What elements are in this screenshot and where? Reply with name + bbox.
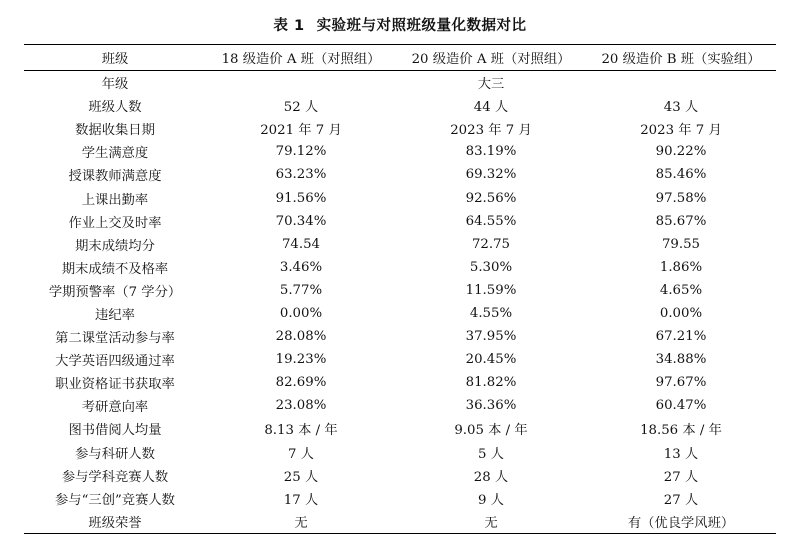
data-cell: 有（优良学风班） [627,515,735,531]
table-caption [0,14,800,35]
row-label: 数据收集日期 [75,123,155,139]
table-row [24,394,776,417]
data-cell: 27 人 [663,469,699,485]
data-cell: 28 人 [473,469,509,485]
table-row [24,325,776,348]
row-label: 年级 [101,77,129,93]
data-cell: 36.36% [465,398,517,414]
table-row [24,233,776,256]
data-cell: 37.95% [465,329,517,345]
data-cell: 4.65% [659,282,703,298]
data-cell: 83.19% [465,144,517,160]
row-label: 参与科研人数 [75,446,155,462]
row-label: 期末成绩不及格率 [61,261,169,277]
row-label: 期末成绩均分 [75,238,155,254]
data-cell: 0.00% [659,305,703,321]
data-cell: 44 人 [473,100,509,116]
data-cell: 85.67% [655,213,707,229]
data-cell: 19.23% [275,352,327,368]
row-label: 考研意向率 [81,400,149,416]
row-label: 第二课堂活动参与率 [55,331,175,347]
table-row [24,371,776,394]
header-cell: 20 级造价 B 班（实验组） [601,52,761,67]
data-cell: 5.77% [279,282,323,298]
data-cell: 3.46% [279,259,323,275]
row-label: 班级荣誉 [88,515,142,531]
data-cell: 1.86% [659,259,703,275]
data-cell: 18.56 本 / 年 [640,423,722,439]
data-cell: 2023 年 7 月 [640,123,722,139]
data-cell: 4.55% [469,305,513,321]
data-cell: 79.12% [275,144,327,160]
data-cell: 8.13 本 / 年 [264,423,338,439]
row-label: 授课教师满意度 [68,169,162,185]
data-cell: 74.54 [281,236,321,252]
header-cell: 18 级造价 A 班（对照组） [221,52,381,67]
row-label: 参与“三创”竞赛人数 [55,492,175,508]
table-title: 实验班与对照班级量化数据对比 [316,18,527,34]
data-cell: 64.55% [465,213,517,229]
data-cell: 67.21% [655,329,707,345]
data-cell: 11.59% [465,282,517,298]
data-cell: 20.45% [465,352,517,368]
data-cell: 9.05 本 / 年 [454,423,528,439]
table-row [24,464,776,487]
grade-row [24,71,776,95]
table-row [24,117,776,140]
data-cell: 90.22% [655,144,707,160]
data-cell: 13 人 [663,446,699,462]
data-cell: 0.00% [279,305,323,321]
table-row [24,487,776,510]
data-cell: 81.82% [465,375,517,391]
table-row [24,163,776,186]
data-cell: 9 人 [478,492,504,508]
header-cell: 班级 [101,52,129,67]
data-cell: 7 人 [288,446,314,462]
table-row [24,348,776,371]
table-row [24,441,776,464]
data-cell: 17 人 [283,492,319,508]
header-row [24,45,776,71]
row-label: 大学英语四级通过率 [55,354,175,370]
data-cell: 27 人 [663,492,699,508]
table-row [24,302,776,325]
table-row [24,510,776,534]
table-body [24,71,776,534]
data-cell: 82.69% [275,375,327,391]
data-cell: 43 人 [663,100,699,116]
data-cell: 63.23% [275,167,327,183]
table-row [24,94,776,117]
header-cell: 20 级造价 A 班（对照组） [411,52,571,67]
data-cell: 无 [294,515,308,531]
data-cell: 28.08% [275,329,327,345]
data-cell: 52 人 [283,100,319,116]
row-label: 违纪率 [95,307,135,323]
comparison-table [24,44,776,534]
data-cell: 79.55 [661,236,701,252]
data-cell: 97.67% [655,375,707,391]
row-label: 班级人数 [88,100,142,116]
row-label: 上课出勤率 [81,192,149,208]
data-cell: 5 人 [478,446,504,462]
table-row [24,140,776,163]
data-cell: 69.32% [465,167,517,183]
data-cell: 72.75 [471,236,511,252]
table-row [24,279,776,302]
data-cell: 92.56% [465,190,517,206]
table-row [24,417,776,440]
row-label: 参与学科竞赛人数 [61,469,169,485]
data-cell: 2021 年 7 月 [260,123,342,139]
table-number: 表 1 [273,18,305,34]
grade-value: 大三 [477,77,505,93]
table-row [24,210,776,233]
data-cell: 5.30% [469,259,513,275]
table-row [24,186,776,209]
row-label: 学生满意度 [81,146,149,162]
row-label: 作业上交及时率 [68,215,162,231]
data-cell: 70.34% [275,213,327,229]
data-cell: 25 人 [283,469,319,485]
data-cell: 34.88% [655,352,707,368]
data-cell: 23.08% [275,398,327,414]
data-cell: 97.58% [655,190,707,206]
data-cell: 2023 年 7 月 [450,123,532,139]
row-label: 职业资格证书获取率 [55,377,175,393]
data-cell: 85.46% [655,167,707,183]
row-label: 学期预警率（7 学分） [48,284,182,300]
data-cell: 60.47% [655,398,707,414]
row-label: 图书借阅人均量 [68,423,162,439]
data-cell: 无 [484,515,498,531]
data-cell: 91.56% [275,190,327,206]
table-row [24,256,776,279]
